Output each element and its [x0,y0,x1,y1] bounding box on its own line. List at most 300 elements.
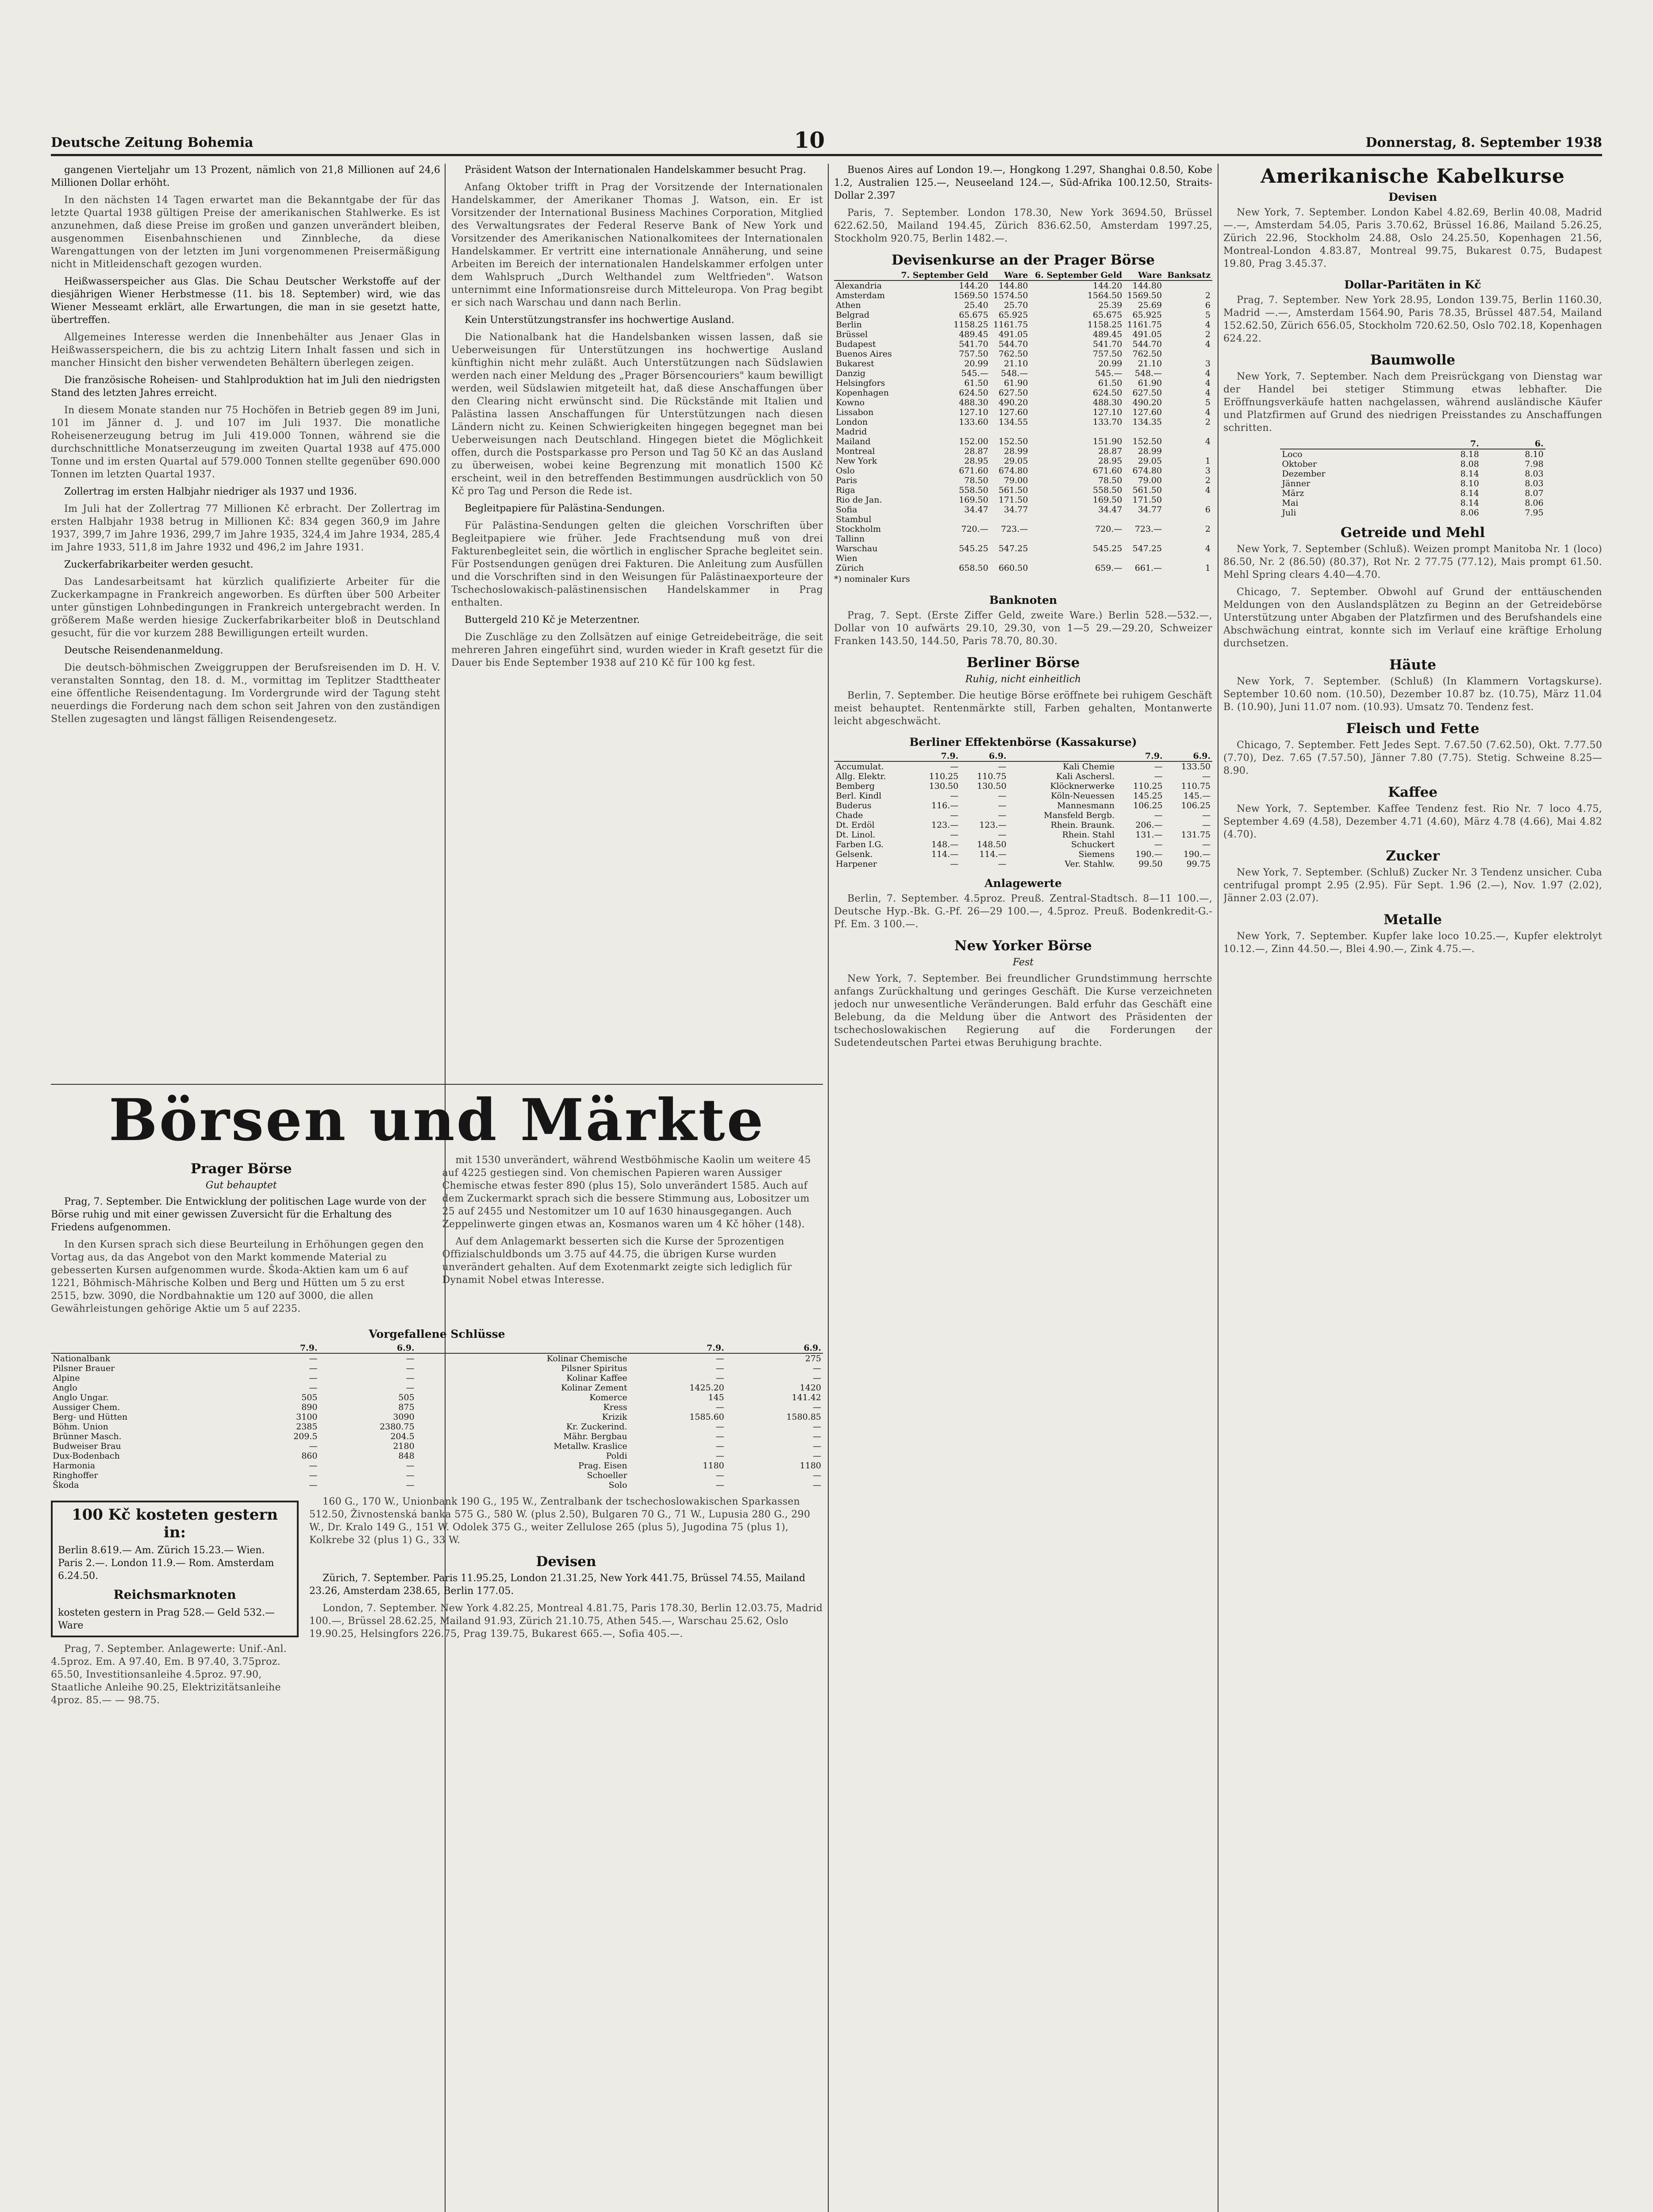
table-cell: Rio de Jan. [836,495,882,505]
table-cell: 505 [301,1393,318,1402]
baumwolle-row [1280,469,1545,479]
table-cell: 123.— [931,820,959,830]
article-paragraph: 160 G., 170 W., Unionbank 190 G., 195 W., Zentralbank der tschechoslowakischen Sparkassen 512.50, Živnostenská banka 575 G., 580 W. (plus 2.50), Bulgaren 70 G., 71 W., Lupusia 280 G., 290 W., Dr. Kralo 149 G., 151 W. Odolek 375 G., weiter Zellulose 265 (plus 5), Jugodina 75 (plus 1), Kolkrebe 32 (plus 1) G., 33 W. [309,1496,811,1546]
table-cell: 5 [1205,310,1211,320]
table-cell: Allg. Elektr. [836,772,886,781]
table-cell: Chade [836,810,863,820]
table-cell: — [309,1373,318,1383]
devisen2-title: Devisen [536,1554,596,1570]
table-cell: 28.87 [964,446,988,456]
table-cell: 627.50 [998,388,1028,398]
schluesse-row [51,1441,823,1451]
table-cell: 1 [1205,456,1211,466]
schluesse-row [51,1383,823,1393]
article-paragraph: Kein Unterstützungstransfer ins hochwertige Ausland. [465,315,734,326]
devisen-row [834,369,1212,378]
table-header-cell: 6.9. [726,1343,823,1353]
schluesse-table [51,1343,823,1490]
table-cell: 545.25 [959,544,988,553]
kabelkurse-title: Amerikanische Kabelkurse [1261,165,1565,188]
table-cell [1164,446,1212,456]
devisen-row [834,417,1212,427]
table-cell: 78.50 [964,476,988,485]
table-cell: 3090 [393,1412,415,1422]
table-cell [1030,534,1124,544]
effekten-row [834,840,1212,849]
table-cell: 114.— [931,849,959,859]
table-cell: 659.— [1095,563,1123,573]
devisen-title: Devisen [1388,191,1437,204]
table-cell: 8.03 [1525,469,1544,479]
table-cell: Belgrad [836,310,870,320]
table-cell: 145.— [1183,791,1211,801]
table-cell: — [406,1373,415,1383]
table-cell [1164,534,1212,544]
table-cell: 61.90 [1138,378,1162,388]
table-cell: — [715,1480,724,1490]
table-cell: — [715,1441,724,1451]
table-cell: Siemens [1078,849,1115,859]
table-header-cell [1008,751,1117,761]
table-cell: 627.50 [1132,388,1162,398]
table-cell: 1564.50 [1087,291,1123,300]
table-cell: — [950,762,959,772]
table-cell: Dux-Bodenbach [53,1451,120,1461]
article-paragraph: Deutsche Reisendenanmeldung. [64,645,223,656]
devisen-row [834,456,1212,466]
devisen-row [834,515,1212,524]
column-rule [1218,164,1219,2212]
prager-boerse-title: Prager Börse [190,1161,292,1177]
table-cell: Kress [603,1402,627,1412]
table-cell: Jänner [1282,479,1311,488]
table-cell: 1180 [800,1461,821,1471]
table-header-cell [834,270,896,280]
devisen-row [834,300,1212,310]
baumwolle-row [1280,508,1545,518]
table-cell: 658.50 [959,563,988,573]
table-cell [990,534,1030,544]
table-cell [896,427,990,437]
table-cell: 8.10 [1460,479,1479,488]
table-cell: 488.30 [959,398,988,407]
table-cell: 624.50 [1092,388,1123,398]
table-cell: Helsingfors [836,378,885,388]
table-cell: März [1282,488,1304,498]
table-cell [1124,553,1164,563]
table-cell: 8.08 [1460,459,1479,469]
article-paragraph: Begleitpapiere für Palästina-Sendungen. [465,503,665,514]
table-cell: Mailand [836,437,871,446]
table-cell: Buenos Aires [836,349,892,359]
article-paragraph: Zuckerfabrikarbeiter werden gesucht. [64,559,254,570]
article-paragraph: Chicago, 7. September. Fett Jedes Sept. 7.67.50 (7.62.50), Okt. 7.77.50 (7.70), Dez. 7.65 (7.57.50), Jänner 7.80 (7.75). Stetig. Schweine 8.25—8.90. [1223,740,1602,776]
table-cell: 28.95 [964,456,988,466]
table-cell: 2 [1205,476,1211,485]
table-cell: — [406,1354,415,1363]
effekten-row [834,810,1212,820]
table-cell [1164,280,1212,291]
baumwolle-row [1280,449,1545,459]
table-cell: 4 [1205,437,1211,446]
table-cell: 723.— [1001,524,1028,534]
markt-text-block [442,1154,823,1320]
table-cell: Mähr. Bergbau [563,1432,627,1441]
table-cell: — [1154,762,1163,772]
devisen-row [834,485,1212,495]
table-cell: 29.05 [1138,456,1162,466]
devisen-row [834,505,1212,515]
table-cell [1030,427,1124,437]
table-cell: 2 [1205,417,1211,427]
table-cell: 106.25 [1133,801,1163,810]
table-cell: — [998,810,1007,820]
article-paragraph: New York, 7. September. (Schluß) Zucker Nr. 3 Tendenz unsicher. Cuba centrifugal prompt 2.95 (2.95). Für Sept. 1.96 (2.—), Nov. 1.97 (2.02), Jänner 2.03 (2.07). [1223,867,1602,904]
schluesse-row [51,1461,823,1471]
table-cell: 79.00 [1004,476,1028,485]
devisen2-text: Zürich, 7. September. Paris 11.95.25, London 21.31.25, New York 441.75, Brüssel 74.55, Mailand 23.26, Amsterdam 238.65, Berlin 177.05. [309,1573,806,1597]
kc-rates-box [51,1501,299,1637]
table-cell: 624.50 [959,388,988,398]
devisenkurse-table [834,270,1212,573]
table-cell: Wien [836,553,857,563]
table-cell: Berl. Kindl [836,791,882,801]
effekten-row [834,820,1212,830]
table-cell: Rhein. Braunk. [1050,820,1115,830]
masthead-paper-name: Deutsche Zeitung Bohemia [51,135,254,150]
getreide-title: Getreide und Mehl [1340,525,1485,541]
devisen-row [834,330,1212,339]
boersen-headline: Börsen und Märkte [108,1086,765,1154]
metalle-title: Metalle [1384,912,1442,928]
masthead-date: Donnerstag, 8. September 1938 [1365,135,1602,150]
schluesse-row [51,1412,823,1422]
table-cell: 762.50 [1132,349,1162,359]
table-cell: — [813,1471,821,1480]
effekten-row [834,791,1212,801]
table-cell: 4 [1205,378,1211,388]
table-header-cell: 7.9. [629,1343,726,1353]
table-header-cell: 6.9. [1165,751,1212,761]
article-paragraph: Zollertrag im ersten Halbjahr niedriger als 1937 und 1936. [64,486,357,497]
article-paragraph: Die Nationalbank hat die Handelsbanken wissen lassen, daß sie Ueberweisungen für Unterstützungen ins hochwertige Ausland künftighin nicht mehr zuläßt. Auch Unterstützungen nach Südslawien werden nach einer Meldung des „Prager Börsencouriers" kaum bewilligt werden, weil Südslawien mitgeteilt hat, daß diese Anschaffungen über den Clearing nicht erwünscht sind. Die Rückstände mit Italien und Palästina lassen Anschaffungen für Unterstützungen nach diesen Ländern nicht zu. Keinen Schwierigkeiten hingegen begegnet man bei Ueberweisungen nach Deutschland. Hingegen bietet die Möglichkeit offen, durch die Postsparkasse pro Person und Tag 50 Kč an das Ausland zu überweisen, wobei keine Begrenzung mit monatlich 1500 Kč erscheint, weil in den betreffenden Bestimmungen ausdrücklich von 50 Kč pro Tag und Person die Rede ist. [451,332,823,497]
table-cell: 1161.75 [993,320,1028,330]
table-cell: Athen [836,300,861,310]
table-cell: Böhm. Union [53,1422,108,1432]
table-cell: — [1202,820,1211,830]
table-cell: 133.70 [1092,417,1123,427]
table-cell: 130.50 [977,781,1007,791]
table-cell: Sofia [836,505,857,515]
table-cell: 133.50 [1181,762,1211,772]
table-cell: Harpener [836,859,877,869]
table-cell [1164,515,1212,524]
table-cell: Pilsner Brauer [53,1363,115,1373]
table-cell: 548.— [1001,369,1028,378]
table-cell: 20.99 [1098,359,1123,369]
devisen-row [834,427,1212,437]
table-cell: 671.60 [959,466,988,476]
table-cell: Stockholm [836,524,881,534]
table-cell: 25.69 [1138,300,1162,310]
article-paragraph: New York, 7. September (Schluß). Weizen prompt Manitoba Nr. 1 (loco) 86.50, Nr. 2 (86.50) (80.37), Rot Nr. 2 77.75 (77.12), Mais prompt 61.50. Mehl Spring clears 4.40—4.70. [1223,544,1602,580]
table-cell: Loco [1282,449,1303,459]
table-header-cell [834,751,912,761]
table-cell: 8.14 [1460,469,1479,479]
table-cell: 545.— [961,369,988,378]
devisen-row [834,553,1212,563]
table-header-cell: 6. September Geld [1030,270,1124,280]
effekten-table [834,751,1212,869]
table-cell: 28.87 [1098,446,1123,456]
table-cell: 4 [1205,339,1211,349]
table-cell: Kali Chemie [1063,762,1115,772]
table-cell: 541.70 [1092,339,1123,349]
table-cell: 723.— [1134,524,1162,534]
table-cell: — [950,791,959,801]
table-cell: Accumulat. [836,762,884,772]
table-cell: — [813,1363,821,1373]
baumwolle-title: Baumwolle [1370,352,1456,368]
article-paragraph: Anfang Oktober trifft in Prag der Vorsitzende der Internationalen Handelskammer, der Amerikaner Thomas J. Watson, ein. Er ist Vorsitzender der International Business Machines Corporation, Mitglied des Verwaltungsrates der Federal Reserve Bank of New York und Vorsitzender des Amerikanischen Nationalkomitees der Internationalen Handelskammer. Er vertritt eine internationale Annäherung, und seine Arbeiten im Bereich der internationalen Handelskammer erfolgen unter dem Wahlspruch „Durch Welthandel zum Weltfrieden". Watson unternimmt eine Informationsreise durch Mitteleuropa. Von Prag begibt er sich nach Warschau und dann nach Berlin. [451,182,823,308]
table-cell: Nationalbank [53,1354,110,1363]
table-cell: 152.00 [959,437,988,446]
table-cell: — [1154,772,1163,781]
table-cell: Kr. Zuckerind. [566,1422,627,1432]
table-cell [1164,495,1212,505]
table-cell: 660.50 [998,563,1028,573]
table-cell: — [1154,840,1163,849]
table-cell: Oktober [1282,459,1317,469]
effekten-row [834,772,1212,781]
table-cell: — [309,1383,318,1393]
berliner-boerse-title: Berliner Börse [966,655,1080,671]
table-cell: Brünner Masch. [53,1432,122,1441]
anlagewerte-title: Anlagewerte [984,877,1062,890]
devisen-row [834,349,1212,359]
table-cell: 558.50 [1092,485,1123,495]
table-cell: Krizik [602,1412,627,1422]
table-cell: 145 [708,1393,724,1402]
table-cell: 8.07 [1525,488,1544,498]
devisen-row [834,388,1212,398]
table-cell: Budweiser Brau [53,1441,121,1451]
table-cell: 2 [1205,330,1211,339]
table-cell: Škoda [53,1480,79,1490]
table-cell: 25.40 [964,300,988,310]
table-cell: Anglo [53,1383,77,1393]
table-cell: Pilsner Spiritus [561,1363,627,1373]
table-cell: Harmonia [53,1461,96,1471]
table-cell: — [1154,810,1163,820]
table-cell: 144.20 [1092,281,1123,291]
table-cell: Paris [836,476,857,485]
table-cell: 544.70 [998,339,1028,349]
table-cell: 547.25 [998,544,1028,553]
table-cell: — [715,1432,724,1441]
effekten-row [834,830,1212,840]
table-cell: — [998,762,1007,772]
table-cell: 127.60 [1132,407,1162,417]
table-header-cell: 7.9. [250,1343,319,1353]
article-paragraph: London, 7. September. New York 4.82.25, Montreal 4.81.75, Paris 178.30, Berlin 12.03.75, Madrid 100.—, Brüssel 28.62.25, Mailand 91.93, Zürich 21.10.75, Athen 545.—, Warschau 25.62, Oslo 19.90.25, Helsingfors 226.75, Prag 139.75, Bukarest 665.—, Sofia 405.—. [309,1603,823,1640]
table-cell: — [998,859,1007,869]
table-cell: 148.— [931,840,959,849]
table-cell: Oslo [836,466,855,476]
banknoten-title: Banknoten [989,594,1057,607]
schluesse-row [51,1432,823,1441]
table-cell: — [715,1422,724,1432]
table-cell: 171.50 [1132,495,1162,505]
table-cell: 545.— [1095,369,1123,378]
table-cell: Kopenhagen [836,388,889,398]
table-cell: 110.25 [929,772,959,781]
table-cell: 152.50 [998,437,1028,446]
table-header-cell: 7. [1416,439,1481,449]
table-header-cell [416,1343,629,1353]
table-cell: 61.90 [1004,378,1028,388]
table-cell: 1574.50 [993,291,1028,300]
devisen-row [834,563,1212,573]
table-cell: 28.99 [1004,446,1028,456]
table-cell: Farben I.G. [836,840,884,849]
table-cell: 8.14 [1460,488,1479,498]
table-cell: Warschau [836,544,878,553]
table-cell: 7.98 [1525,459,1544,469]
haeute-title: Häute [1389,657,1436,673]
table-cell: 148.50 [977,840,1007,849]
table-cell: — [813,1451,821,1461]
table-cell: 99.50 [1138,859,1163,869]
boersen-section [51,1079,823,1845]
table-cell: 490.20 [998,398,1028,407]
kaffee-title: Kaffee [1388,784,1438,800]
article-paragraph: New York, 7. September. Kupfer lake loco 10.25.—, Kupfer elektrolyt 10.12.—, Zinn 44.50.—, Blei 4.90.—, Zink 4.75.—. [1223,931,1602,955]
table-cell: — [406,1480,415,1490]
table-header-cell: 7.9. [1116,751,1164,761]
table-cell: 106.25 [1181,801,1211,810]
table-cell: 65.925 [998,310,1028,320]
table-cell [896,534,990,544]
table-cell [1124,534,1164,544]
table-header-cell: Ware [990,270,1030,280]
table-cell: — [998,791,1007,801]
table-cell: — [715,1451,724,1461]
article-paragraph: Auf dem Anlagemarkt besserten sich die Kurse der 5prozentigen Offizialschuldbonds um 3.75 auf 44.75, die übrigen Kurse wurden unverändert gehalten. Auf dem Exotenmarkt zeigte sich lediglich für Dynamit Nobel etwas Interesse. [442,1236,792,1286]
table-cell: 133.60 [959,417,988,427]
baumwolle-row [1280,479,1545,488]
table-cell: 1180 [703,1461,724,1471]
table-header-cell: Ware [1124,270,1164,280]
table-cell: 8.18 [1460,449,1479,459]
table-cell: 190.— [1183,849,1211,859]
table-cell: 7.95 [1525,508,1544,518]
devisen-row [834,320,1212,330]
table-cell: 110.25 [1133,781,1163,791]
table-cell: 25.39 [1098,300,1123,310]
table-cell: 757.50 [959,349,988,359]
table-cell: — [1202,840,1211,849]
table-cell: — [998,801,1007,810]
schluesse-row [51,1393,823,1402]
table-cell: — [309,1471,318,1480]
table-header-cell: 6.9. [319,1343,416,1353]
kc-box-text: Berlin 8.619.— Am. Zürich 15.23.— Wien. Paris 2.—. London 11.9.— Rom. Amsterdam 6.24.50. [58,1545,274,1582]
table-cell: 674.80 [1132,466,1162,476]
table-cell: Metallw. Kraslice [554,1441,627,1451]
table-cell: 144.80 [998,281,1028,291]
devisen-row [834,378,1212,388]
devisen-row [834,446,1212,456]
table-cell: — [715,1354,724,1363]
table-cell [1164,427,1212,437]
table-cell: 541.70 [959,339,988,349]
table-cell: 545.25 [1092,544,1123,553]
table-cell: 544.70 [1132,339,1162,349]
table-cell: 29.05 [1004,456,1028,466]
table-cell: Köln-Neuessen [1050,791,1115,801]
devisen-row [834,359,1212,369]
table-cell: 99.75 [1186,859,1211,869]
baumwolle-table [1280,439,1545,518]
table-cell: 6 [1205,300,1211,310]
table-cell: 204.5 [390,1432,415,1441]
table-cell: Aussiger Chem. [53,1402,120,1412]
table-cell: 4 [1205,544,1211,553]
devisen-row [834,476,1212,485]
reichsmark-text: kosteten gestern in Prag 528.— Geld 532.— Ware [58,1607,275,1631]
table-cell: — [715,1402,724,1412]
table-header-cell: 7. September Geld [896,270,990,280]
table-cell: 4 [1205,407,1211,417]
table-cell: 110.75 [1181,781,1211,791]
article-paragraph: Das Landesarbeitsamt hat kürzlich qualifizierte Arbeiter für die Zuckerkampagne in Frankreich angeworben. Es dürften über 500 Arbeiter unter günstigen Lohnbedingungen in Frankreich untergebracht werden. In größerem Maße werden hiesige Zuckerfabrikarbeiter bloß in Deutschland gesucht, für die vor kurzem 288 Bewilligungen erteilt wurden. [51,576,440,639]
table-cell: 4 [1205,388,1211,398]
schluesse-row [51,1480,823,1490]
table-cell: 78.50 [1098,476,1123,485]
table-cell: Kolinar Kaffee [566,1373,627,1383]
table-cell: — [309,1480,318,1490]
article-paragraph: Heißwasserspeicher aus Glas. Die Schau Deutscher Werkstoffe auf der diesjährigen Wiener Herbstmesse (11. bis 18. September) wird, wie das Wiener Messeamt erklärt, alle Erwartungen, die man in sie gesetzt hatte, übertreffen. [51,276,440,326]
table-cell: 3 [1205,359,1211,369]
table-cell: 860 [301,1451,318,1461]
table-cell: Schuckert [1071,840,1115,849]
table-cell: 275 [805,1354,821,1363]
devisenkurse-title: Devisenkurse an der Prager Börse [891,252,1155,268]
table-cell: 875 [398,1402,415,1412]
table-cell: — [813,1432,821,1441]
baumwolle-row [1280,498,1545,508]
article-paragraph: Paris, 7. September. London 178.30, New York 3694.50, Brüssel 622.62.50, Mailand 194.45, Zürich 836.62.50, Amsterdam 1997.25, Stockholm 920.75, Berlin 1482.—. [834,207,1212,244]
table-cell: — [813,1373,821,1383]
table-cell: 123.— [979,820,1007,830]
table-cell: 171.50 [998,495,1028,505]
table-cell: 131.75 [1181,830,1211,840]
article-paragraph: Berlin, 7. September. Die heutige Börse eröffnete bei ruhigem Geschäft meist behauptet. Rentenmärkte still, Farben gehalten, Montanwerte leicht abgeschwächt. [834,690,1212,727]
table-cell: Rhein. Stahl [1062,830,1115,840]
table-cell: 890 [301,1402,318,1412]
table-cell: 1569.50 [953,291,988,300]
table-cell: — [406,1461,415,1471]
schluesse-row [51,1353,823,1363]
table-cell [896,553,990,563]
table-cell: 206.— [1135,820,1163,830]
devisen-row [834,291,1212,300]
article-paragraph: In diesem Monate standen nur 75 Hochöfen in Betrieb gegen 89 im Juni, 101 im Jänner d. J. und 107 im Juli 1937. Die monatliche Roheisenerzeugung betrug im Juli 419.000 Tonnen, während sie die durchschnittliche Monatserzeugung im zweiten Quartal 1938 auf 475.000 Tonne und im ersten Quartal auf 579.000 Tonnen stellte gegenüber 690.000 Tonnen im letzten Quartal 1937. [51,405,440,480]
table-cell: — [309,1441,318,1451]
table-cell: 1580.85 [786,1412,821,1422]
column-1 [51,164,440,1071]
